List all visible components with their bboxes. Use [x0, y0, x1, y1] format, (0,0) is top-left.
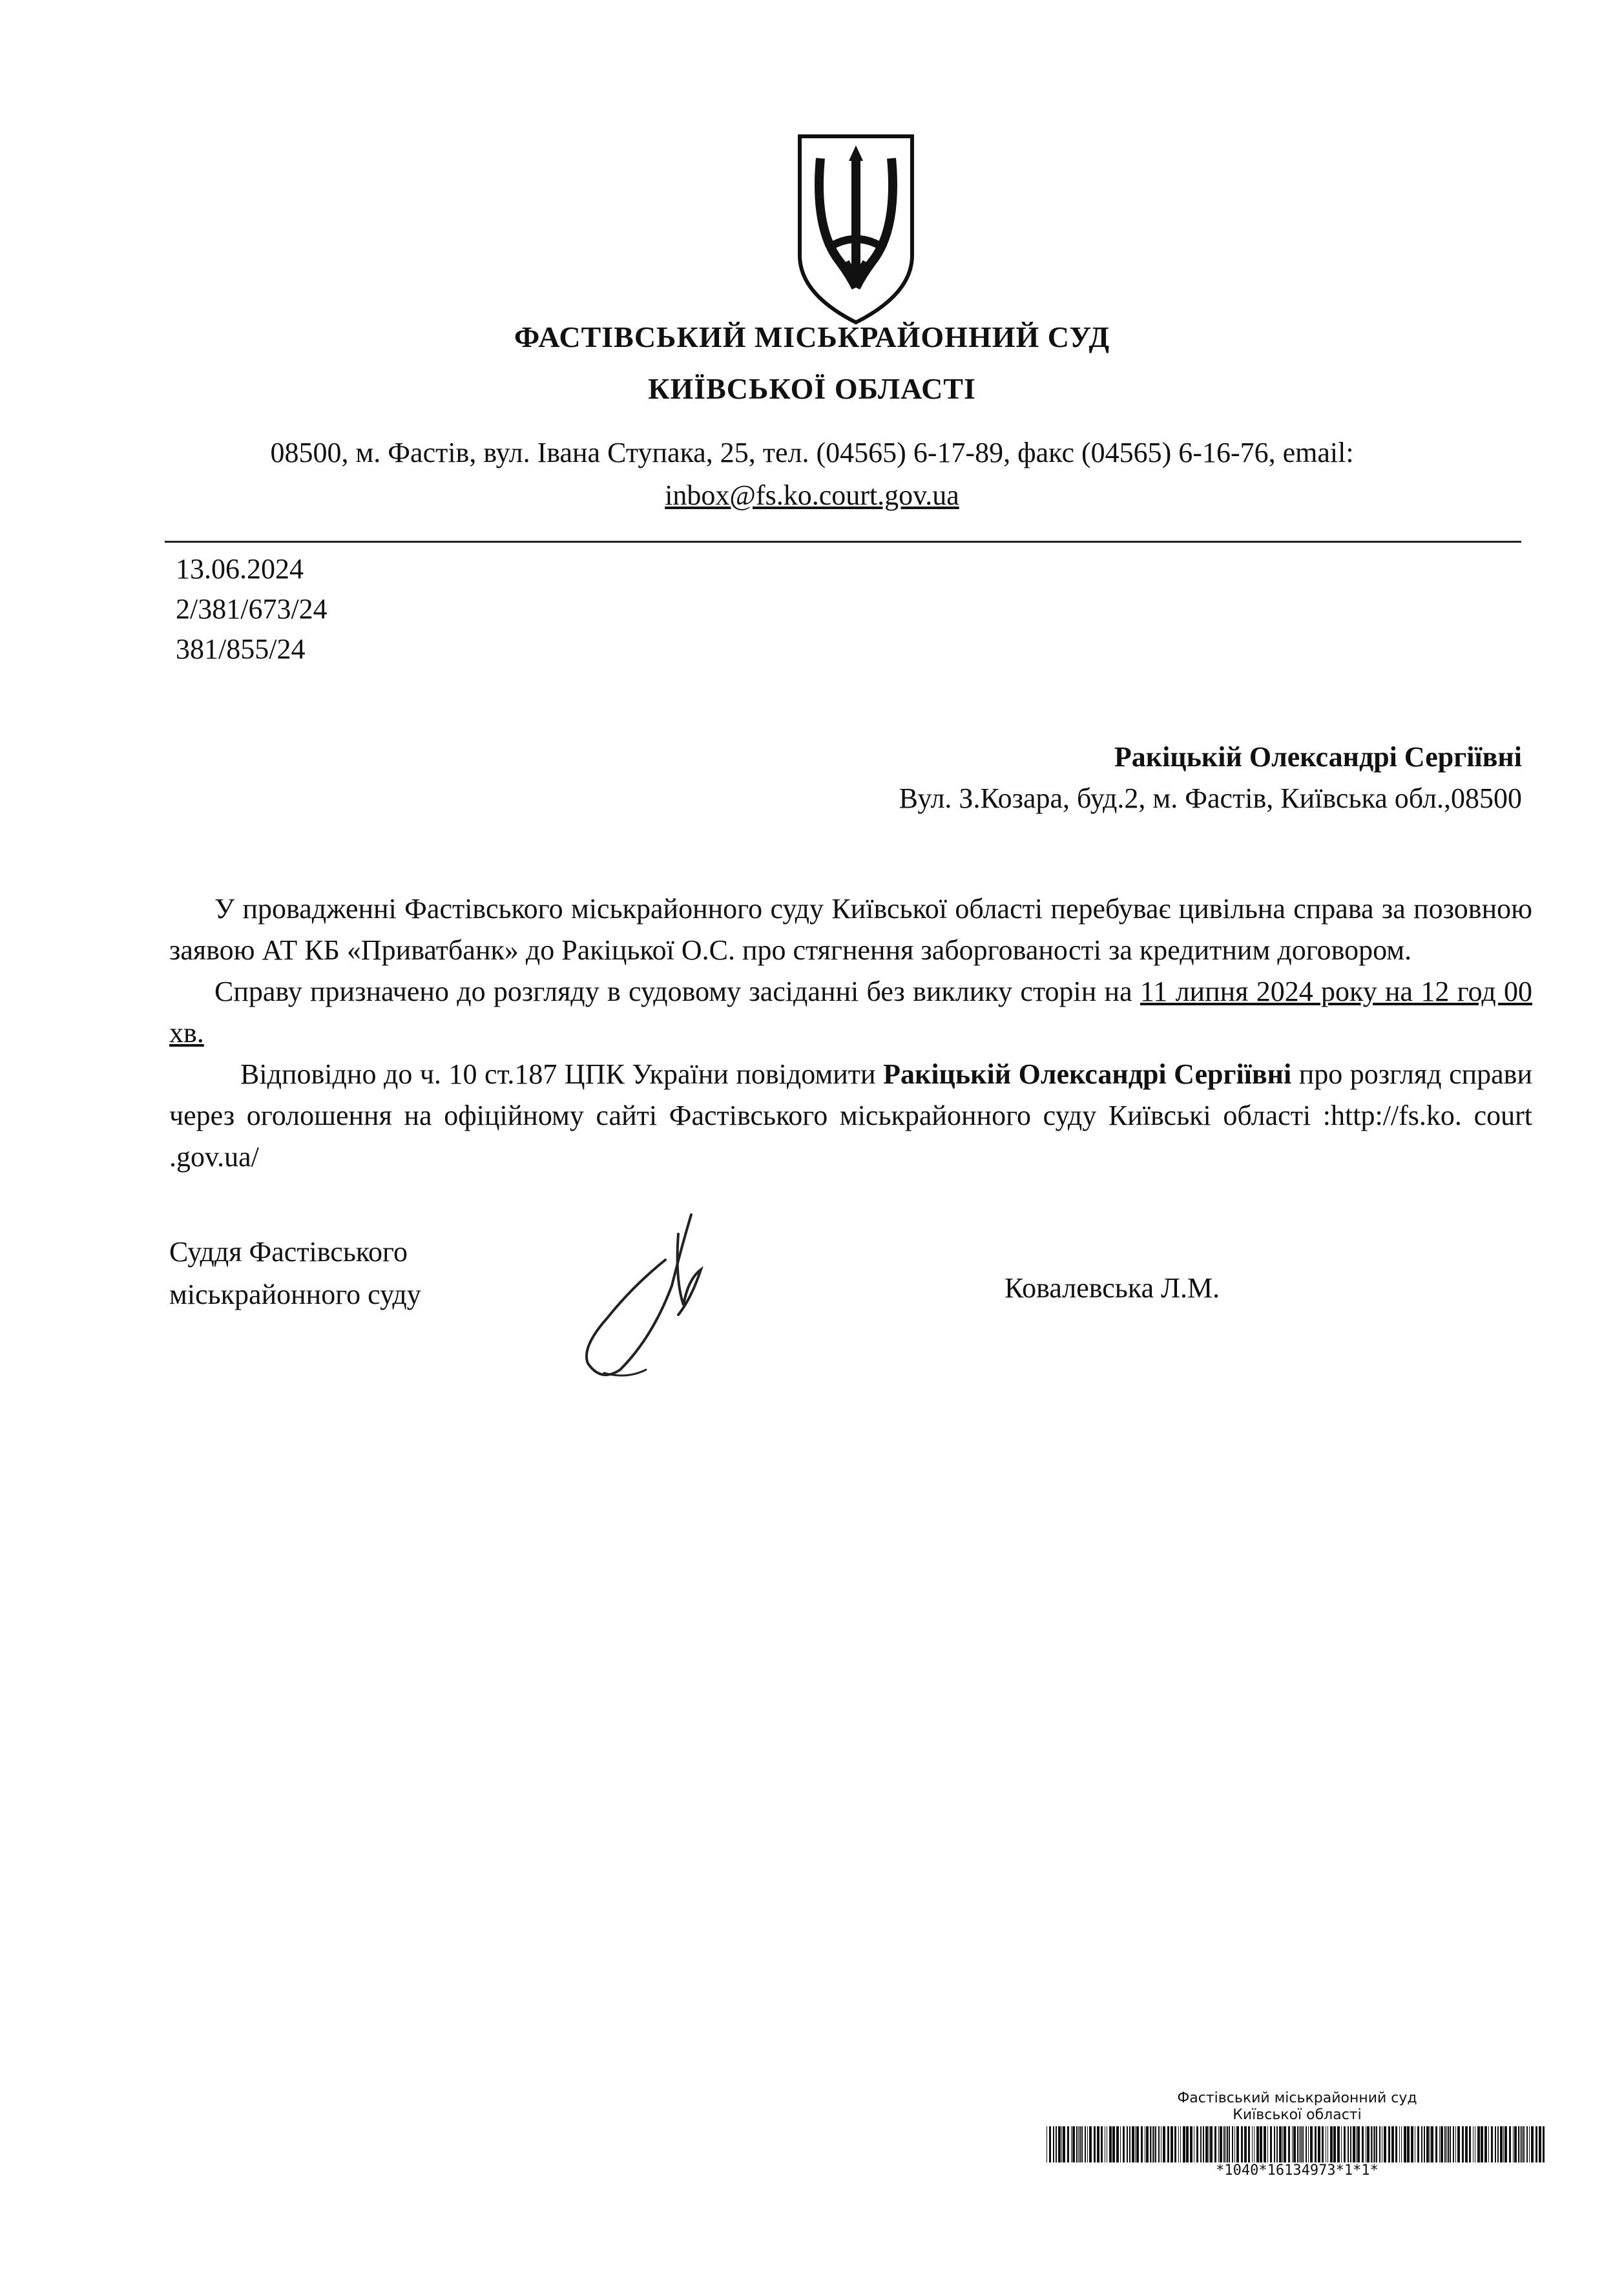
court-contact-info — [0, 432, 1624, 517]
barcode-number: *1040*16134973*1*1* — [1216, 2162, 1379, 2179]
hearing-text: Справу призначено до розгляду в судовому засіданні без виклику сторін на — [214, 976, 1140, 1007]
court-region-title: КИЇВСЬКОЇ ОБЛАСТІ — [648, 372, 976, 405]
notification-recipient-name: Ракіцькій Олександрі Сергіївні — [883, 1058, 1292, 1090]
stamp-region: Київської області — [1233, 2107, 1362, 2123]
recipient-address: Вул. З.Козара, буд.2, м. Фастів, Київська обл.,08500 — [899, 782, 1522, 814]
paragraph-proceedings: У провадженні Фастівського міськрайонного суду Київської області перебуває цивільна справа за позовною заявою АТ КБ «Приватбанк» до Ракіцької О.С. про стягнення заборгованості за кредитним договором. — [169, 893, 1532, 966]
registration-stamp — [1045, 2090, 1549, 2179]
document-references — [176, 549, 328, 669]
court-name-title: ФАСТІВСЬКИЙ МІСЬКРАЙОННИЙ СУД — [514, 320, 1110, 353]
handwritten-signature — [568, 1208, 724, 1389]
notification-text-end: про розгляд справи через оголошення на офіційному сайті Фастівського міськрайонного суду Київські області :http://fs.ko. court .gov.ua/ — [169, 1058, 1533, 1173]
trident-emblem-icon — [795, 132, 917, 326]
court-email-link[interactable]: inbox@fs.ko.court.gov.ua — [665, 479, 959, 511]
judge-title-line2: міськрайонного суду — [169, 1279, 421, 1310]
stamp-court-name: Фастівський міськрайонний суд — [1177, 2090, 1417, 2106]
notification-text-start: Відповідно до ч. 10 ст.187 ЦПК України повідомити — [240, 1058, 884, 1090]
hearing-date: 11 липня 2024 року на 12 год 00 хв. — [169, 976, 1533, 1049]
paragraph-hearing — [169, 971, 1532, 1054]
contact-address-line: 08500, м. Фастів, вул. Івана Ступака, 25, тел. (04565) 6-17-89, факс (04565) 6-16-76, email: — [270, 437, 1354, 468]
header-divider — [165, 541, 1521, 543]
case-number: 2/381/673/24 — [176, 593, 328, 625]
paragraph-notification — [169, 1054, 1532, 1178]
outgoing-number: 381/855/24 — [176, 633, 306, 665]
recipient-block — [899, 737, 1522, 819]
judge-name: Ковалевська Л.М. — [1005, 1272, 1220, 1304]
judge-title-line1: Суддя Фастівського — [169, 1236, 408, 1268]
judge-title — [169, 1231, 421, 1316]
document-date: 13.06.2024 — [176, 553, 304, 585]
recipient-name: Ракіцькій Олександрі Сергіївні — [1114, 741, 1522, 773]
letter-body — [169, 888, 1532, 1178]
barcode — [1045, 2126, 1549, 2162]
